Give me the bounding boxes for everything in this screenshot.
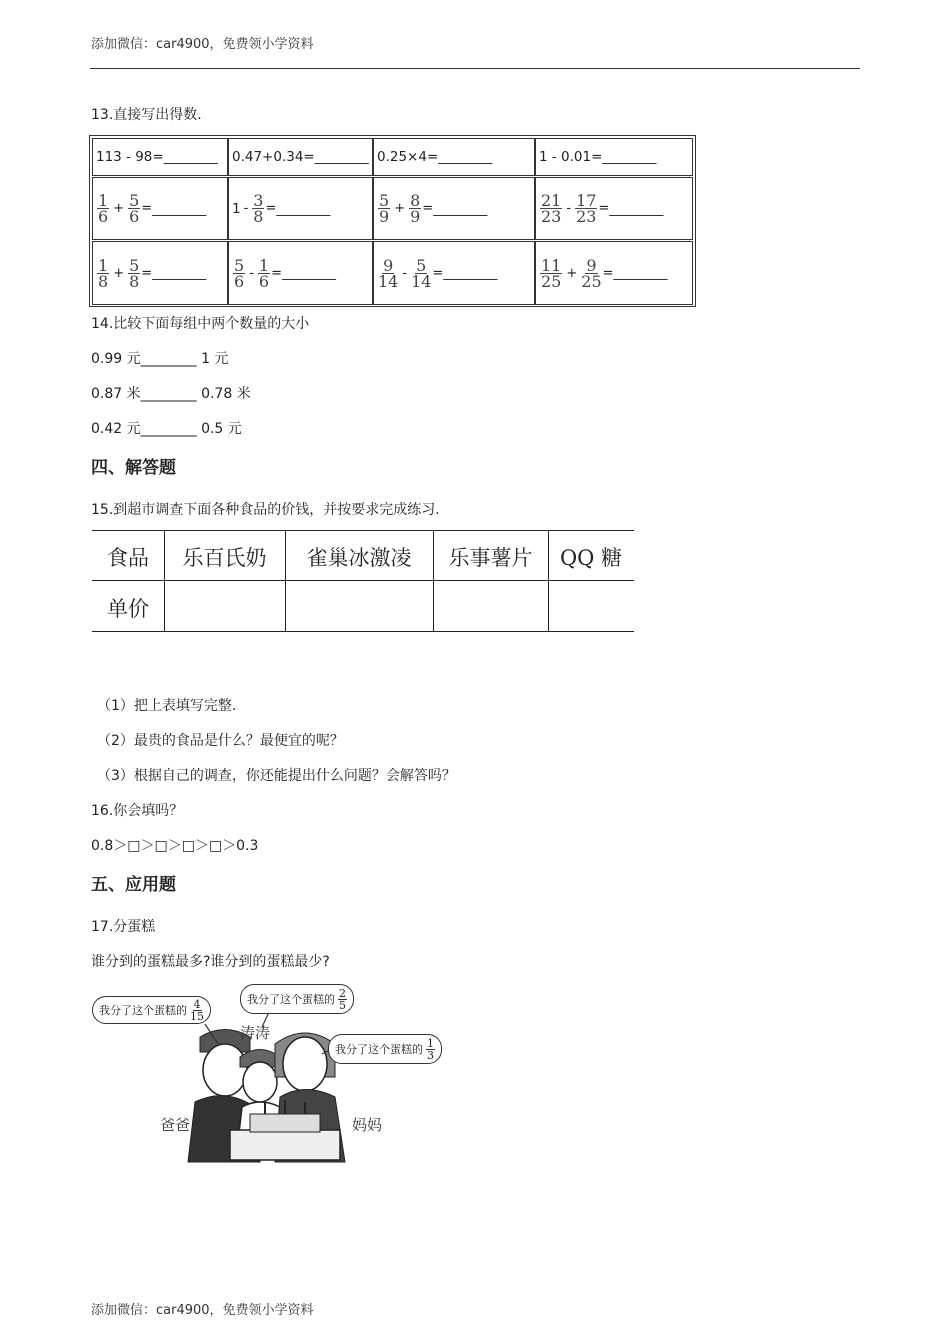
header-rule xyxy=(90,68,860,69)
calc-cell: $\frac{1}{8}$ + $\frac{5}{8}$ = ________ xyxy=(92,241,228,305)
calc-cell: $\frac{11}{25}$ + $\frac{9}{25}$ = ________ xyxy=(535,241,693,305)
section-heading: 五、应用题 xyxy=(91,875,176,895)
calc-cell: 0.25×4= ________ xyxy=(373,138,535,176)
survey-header-cell: 乐事薯片 xyxy=(448,546,533,570)
survey-header-cell: 食品 xyxy=(107,546,149,570)
calc-cell: $\frac{5}{9}$ + $\frac{8}{9}$ = ________ xyxy=(373,177,535,240)
dad-label: 爸爸 xyxy=(160,1116,191,1134)
page-footer: 添加微信：car4900，免费领小学资料 xyxy=(91,1303,314,1318)
mom-label: 妈妈 xyxy=(352,1116,383,1134)
calc-cell: 1 - 0.01= ________ xyxy=(535,138,693,176)
calc-cell: $\frac{1}{6}$ + $\frac{5}{6}$ = ________ xyxy=(92,177,228,240)
taotao-speech-bubble: 我分了这个蛋糕的 2 5 xyxy=(240,984,354,1014)
q17-title: 17.分蛋糕 xyxy=(91,919,156,935)
page-header: 添加微信：car4900，免费领小学资料 xyxy=(91,37,314,52)
taotao-label: 涛涛 xyxy=(240,1024,271,1042)
q16-title: 16.你会填吗？ xyxy=(91,803,184,819)
survey-header-cell: QQ 糖 xyxy=(559,546,623,570)
survey-table xyxy=(92,530,634,633)
cake-illustration xyxy=(90,982,470,1172)
survey-header-cell: 雀巢冰激凌 xyxy=(306,546,412,570)
calc-table xyxy=(89,135,696,307)
survey-row-label: 单价 xyxy=(107,597,149,621)
section-heading: 四、解答题 xyxy=(91,458,176,478)
q15-sub: （2）最贵的食品是什么？最便宜的呢？ xyxy=(97,733,344,749)
q16-body: 0.8＞□＞□＞□＞□＞0.3 xyxy=(91,838,259,854)
q15-title: 15.到超市调查下面各种食品的价钱，并按要求完成练习. xyxy=(91,502,440,518)
calc-cell: $\frac{5}{6}$ - $\frac{1}{6}$ = ________ xyxy=(228,241,373,305)
q14-title: 14.比较下面每组中两个数量的大小 xyxy=(91,316,310,332)
q13-title: 13.直接写出得数. xyxy=(91,107,202,123)
q14-item: 0.87 米________ 0.78 米 xyxy=(91,386,251,402)
calc-cell: 0.47+0.34= ________ xyxy=(228,138,373,176)
calc-cell: 113 - 98= ________ xyxy=(92,138,228,176)
mom-speech-bubble: 我分了这个蛋糕的 1 3 xyxy=(328,1034,442,1064)
q15-sub: （1）把上表填写完整. xyxy=(97,698,237,714)
calc-cell: 1 - $\frac{3}{8}$ = ________ xyxy=(228,177,373,240)
dad-speech-bubble: 我分了这个蛋糕的 4 15 xyxy=(92,996,211,1024)
calc-cell: $\frac{9}{14}$ - $\frac{5}{14}$ = ________ xyxy=(373,241,535,305)
q14-item: 0.42 元________ 0.5 元 xyxy=(91,421,242,437)
survey-header-cell: 乐百氏奶 xyxy=(182,546,267,570)
q15-sub: （3）根据自己的调查，你还能提出什么问题？会解答吗？ xyxy=(97,768,456,784)
calc-cell: $\frac{21}{23}$ - $\frac{17}{23}$ = ________ xyxy=(535,177,693,240)
q17-question: 谁分到的蛋糕最多?谁分到的蛋糕最少? xyxy=(91,954,330,970)
q14-item: 0.99 元________ 1 元 xyxy=(91,351,229,367)
